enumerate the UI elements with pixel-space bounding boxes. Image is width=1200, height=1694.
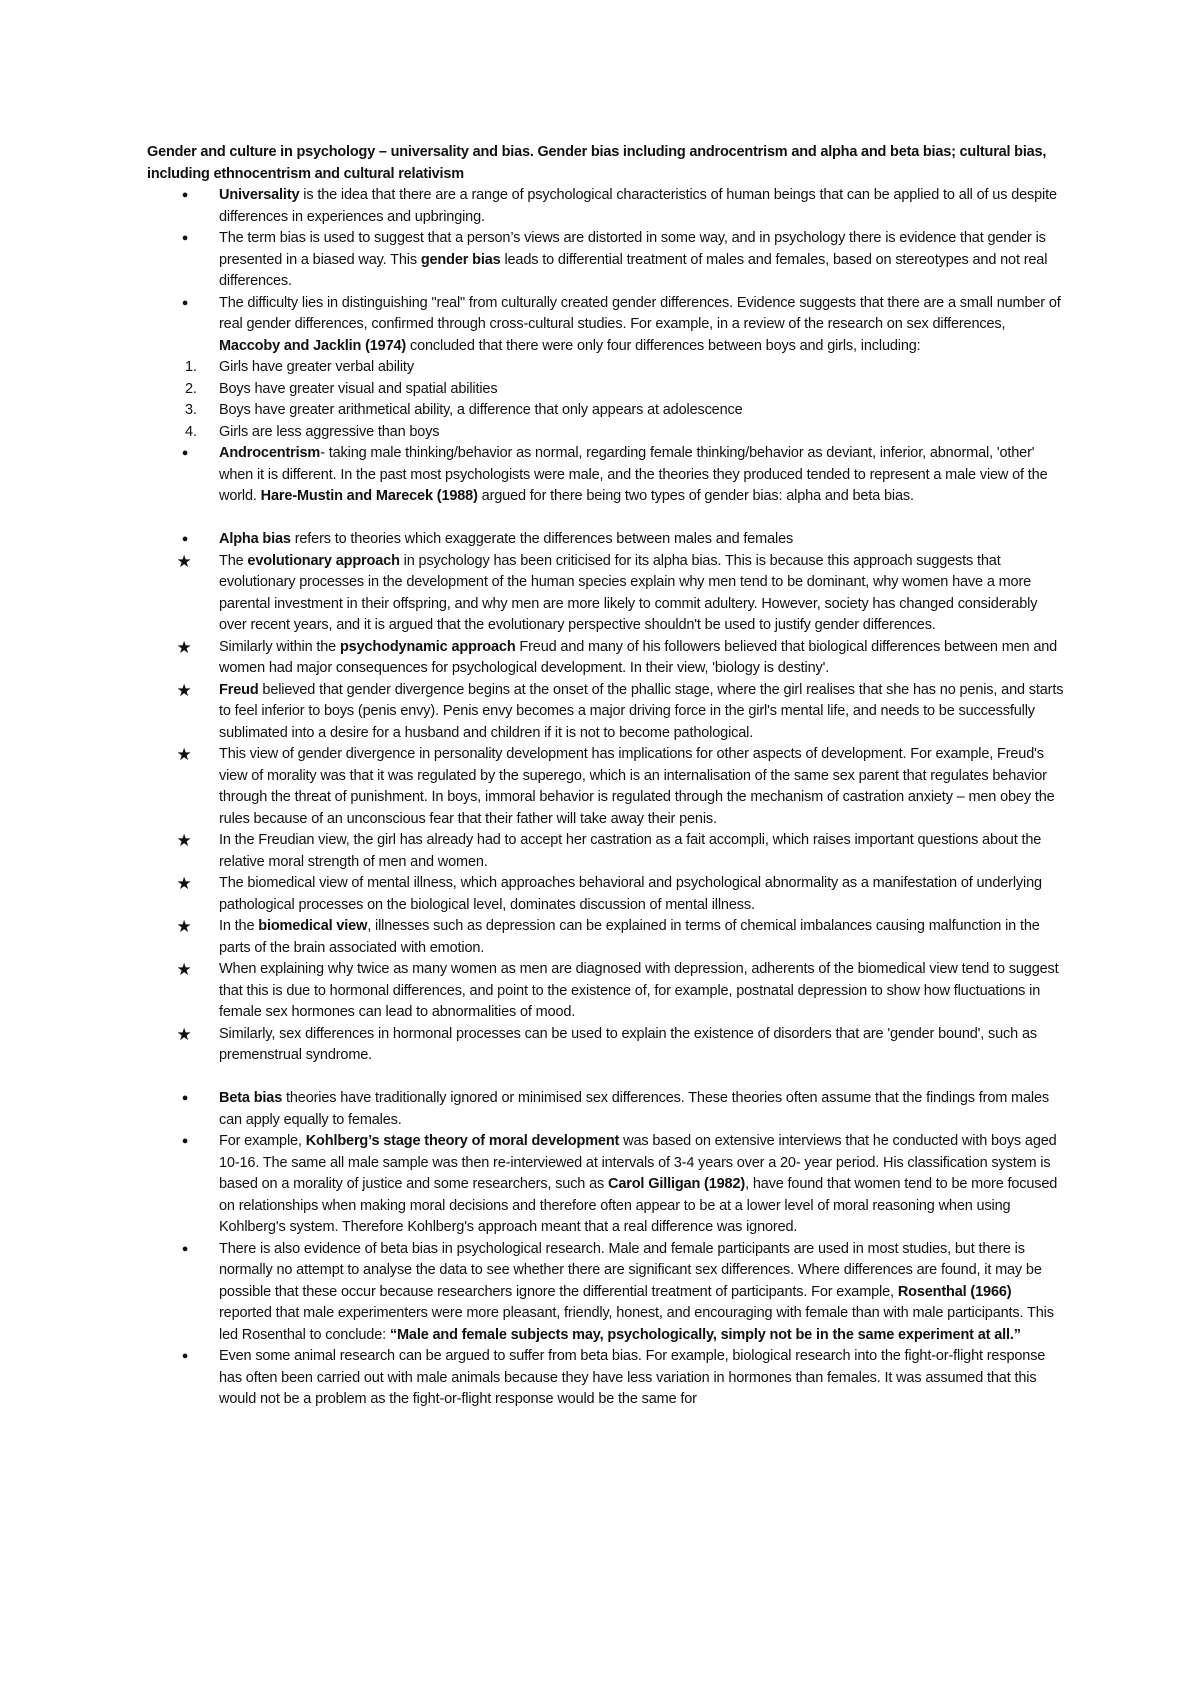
star-icon: ★: [176, 551, 192, 571]
star-icon: ★: [176, 831, 192, 850]
star-icon: ★: [176, 874, 192, 893]
list-item: ● The difficulty lies in distinguishing "real" from culturally created gender differences. Evidence suggests that there are a small number of real gender differences, confirmed through cross-cultural studies. For example, in a review of the research on sex differences, Maccoby and Jacklin (1974) concluded that there were only four differences between boys and girls, including: 1. Girls have greater verbal ability 2. Boys have greater visual and spatial abilities 3. Boys have greater arithmetical ability, a difference that only appears at adolescence 4. Girls are less aggressive than boys: [147, 293, 1067, 444]
numbered-item: 2. Boys have greater visual and spatial abilities: [185, 380, 498, 397]
list-item: ● There is also evidence of beta bias in psychological research. Male and female participants are used in most studies, but there is normally no attempt to analyse the data to see whether there are significant sex differences. Where differences are found, it may be possible that these occur because researchers ignore the differential treatment of participants. For example, Rosenthal (1966) reported that male experimenters were more pleasant, friendly, honest, and encouraging with female than with male participants. This led Rosenthal to conclude: “Male and female subjects may, psychologically, simply not be in the same experiment at all.”: [147, 1239, 1067, 1347]
star-icon: ★: [176, 960, 192, 979]
star-icon: ★: [176, 745, 192, 764]
numbered-item: 1. Girls have greater verbal ability: [185, 359, 414, 375]
bullet-icon: ●: [181, 1092, 189, 1104]
spacer: [147, 508, 1067, 530]
list-item: ● Even some animal research can be argued to suffer from beta bias. For example, biological research into the fight-or-flight response has often been carried out with male animals because they have less variation in hormones than females. It was assumed that this would not be a problem as the fight-or-flight response would be the same for: [147, 1346, 1067, 1411]
list-item: ★ The evolutionary approach in psychology has been criticised for its alpha bias. This is because this approach suggests that evolutionary processes in the development of the human species explain why men tend to be dominant, why women have a more parental investment in their offspring, and why men are more likely to commit adultery. However, society has changed considerably over recent years, and it is argued that the evolutionary perspective shouldn't be used to justify gender differences.: [176, 551, 1038, 633]
list-item: ● Beta bias theories have traditionally ignored or minimised sex differences. These theories often assume that the findings from males can apply equally to females.: [147, 1088, 1067, 1131]
list-item: ★ In the biomedical view, illnesses such as depression can be explained in terms of chemical imbalances causing malfunction in the parts of the brain associated with emotion.: [176, 917, 1040, 956]
list-item: ● Universality is the idea that there are a range of psychological characteristics of human beings that can be applied to all of us despite differences in experiences and upbringing.: [147, 185, 1067, 228]
numbered-list: [147, 357, 1067, 443]
star-icon: ★: [176, 680, 192, 700]
star-icon: ★: [176, 917, 192, 936]
bullet-icon: ●: [181, 1350, 189, 1362]
bullet-icon: ●: [181, 1135, 189, 1147]
bullet-icon: ●: [181, 189, 189, 201]
bullet-icon: ●: [181, 296, 189, 309]
bullet-list-alpha: [147, 529, 1067, 1067]
bullet-list-universality: [147, 185, 1067, 508]
list-item: ● The term bias is used to suggest that a person’s views are distorted in some way, and in psychology there is evidence that gender is presented in a biased way. This gender bias leads to differential treatment of males and females, based on stereotypes and not real differences.: [147, 228, 1067, 293]
page-title: Gender and culture in psychology – universality and bias. Gender bias including androcentrism and alpha and beta bias; cultural bias, including ethnocentrism and cultural relativism: [147, 144, 1047, 182]
list-item: ● For example, Kohlberg’s stage theory of moral development was based on extensive interviews that he conducted with boys aged 10-16. The same all male sample was then re-interviewed at intervals of 3-4 years over a 20- year period. His classification system is based on a morality of justice and some researchers, such as Carol Gilligan (1982), have found that women tend to be more focused on relationships when making moral decisions and therefore often appear to be at a lower level of moral reasoning when using Kohlberg's system. Therefore Kohlberg's approach meant that a real difference was ignored.: [147, 1131, 1067, 1239]
list-item: ★ In the Freudian view, the girl has already had to accept her castration as a fait accompli, which raises important questions about the relative moral strength of men and women.: [176, 831, 1042, 870]
list-item: ● Alpha bias refers to theories which exaggerate the differences between males and females: [147, 529, 1067, 551]
list-item: ★ This view of gender divergence in personality development has implications for other aspects of development. For example, Freud's view of morality was that it was regulated by the superego, which is an internalisation of the same sex parent that regulates behavior through the threat of punishment. In boys, immoral behavior is regulated through the mechanism of castration anxiety – men obey the rules because of an unconscious fear that their father will take away their penis.: [176, 745, 1055, 827]
bullet-icon: ●: [181, 447, 189, 459]
list-item: ★ Similarly within the psychodynamic approach Freud and many of his followers believed that biological differences between men and women had major consequences for psychological development. In their view, 'biology is destiny'.: [176, 637, 1058, 676]
bullet-icon: ●: [181, 232, 189, 244]
numbered-item: 4. Girls are less aggressive than boys: [185, 423, 440, 440]
list-item: ★ The biomedical view of mental illness, which approaches behavioral and psychological abnormality as a manifestation of underlying pathological processes on the biological level, dominates discussion of mental illness.: [176, 874, 1042, 913]
numbered-item: 3. Boys have greater arithmetical ability, a difference that only appears at adolescence: [185, 402, 743, 418]
list-item: ● Androcentrism- taking male thinking/behavior as normal, regarding female thinking/behavior as deviant, inferior, abnormal, 'other' when it is different. In the past most psychologists were male, and the theories they produced tended to represent a male view of the world. Hare-Mustin and Marecek (1988) argued for there being two types of gender bias: alpha and beta bias.: [147, 443, 1067, 508]
star-icon: ★: [176, 1024, 192, 1044]
star-icon: ★: [176, 637, 192, 657]
document-page: [147, 142, 1067, 1411]
bullet-icon: ●: [181, 533, 189, 545]
list-item: ★ Freud believed that gender divergence begins at the onset of the phallic stage, where the girl realises that she has no penis, and starts to feel inferior to boys (penis envy). Penis envy becomes a major driving force in the girl's mental life, and needs to be successfully sublimated into a desire for a husband and children if it is not to become pathological.: [176, 680, 1064, 741]
list-item: ★ Similarly, sex differences in hormonal processes can be used to explain the existence of disorders that are 'gender bound', such as premenstrual syndrome.: [176, 1024, 1037, 1063]
bullet-list-beta: [147, 1088, 1067, 1411]
spacer: [147, 1067, 1067, 1089]
bullet-icon: ●: [181, 1242, 189, 1255]
list-item: ★ When explaining why twice as many women as men are diagnosed with depression, adherents of the biomedical view tend to suggest that this is due to hormonal differences, and point to the existence of, for example, postnatal depression to show how fluctuations in female sex hormones can lead to abnormalities of mood.: [176, 960, 1059, 1020]
